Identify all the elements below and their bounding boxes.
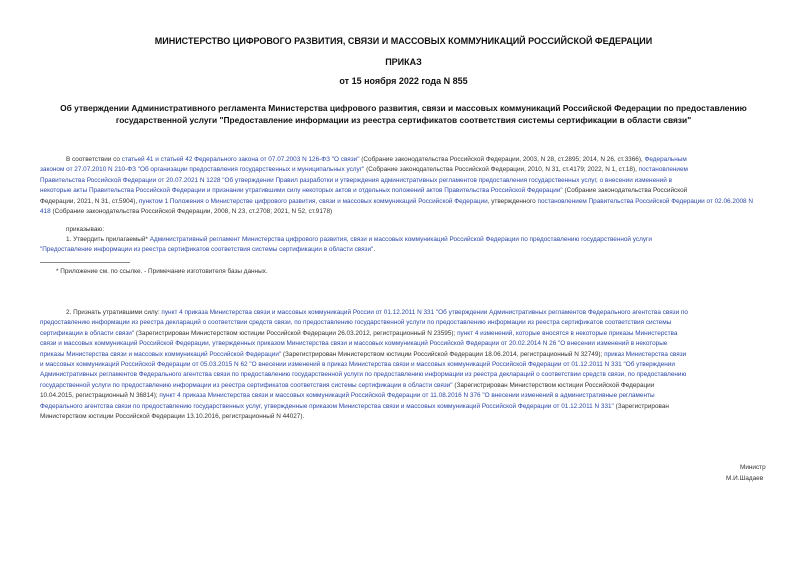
text: (Собрание законодательства Российской Федерации, 2003, N 28, ст.2895; 2014, N 26, ст.3366), xyxy=(359,156,645,163)
item-2-line xyxy=(40,391,770,401)
order-26-link-end[interactable]: приказы Министерства связи и массовых коммуникаций Российской Федерации" xyxy=(40,350,282,358)
item-2-line xyxy=(40,318,770,328)
preamble-line xyxy=(40,197,770,207)
text: (Собрание законодательства Российской Федерации, 2010, N 31, ст.4179; 2022, N 1, ст.18), xyxy=(364,166,639,174)
law-link-210fz-cont[interactable]: законом от 27.07.2010 N 210-ФЗ "Об организации предоставления государственных и муниципальных услуг" xyxy=(40,166,365,174)
resolution-link-1228-end[interactable]: некоторые акты Правительства Российской Федерации и признании утратившими силу некоторых актов и отдельных положений актов Правительства Российской Федерации" xyxy=(40,187,563,195)
text: 1. Утвердить прилагаемый* xyxy=(66,236,150,243)
doc-type-heading: ПРИКАЗ xyxy=(385,57,422,67)
text: 10.04.2015, регистрационный N 36814); xyxy=(40,392,160,400)
law-link-210fz[interactable]: Федеральным xyxy=(644,156,687,163)
order-word: приказываю: xyxy=(66,226,104,233)
order-376-link[interactable]: пункт 4 приказа Министерства связи и массовых коммуникаций Российской Федерации от 11.08.2016 N 376 "О внесении изменений в административные регламенты xyxy=(159,392,655,400)
resolution-link-1228[interactable]: постановлением xyxy=(638,166,688,174)
text: 2. Признать утратившими силу: xyxy=(66,309,162,316)
resolution-link-418-end[interactable]: 418 xyxy=(40,208,51,216)
text: В соответствии со xyxy=(66,156,122,163)
order-331-link-end[interactable]: сертификации в области связи" xyxy=(40,329,135,337)
preamble-line xyxy=(40,176,770,186)
text: . xyxy=(373,246,376,254)
text: (Собрание законодательства Российской xyxy=(562,187,688,195)
order-26-link-cont[interactable]: связи и массовых коммуникаций Российской Федерации, утвержденных приказом Министерства связи и массовых коммуникаций Российской Федерации от 20.02.2014 N 26 "О внесении изменений в некоторые xyxy=(40,340,668,348)
resolution-link-1228-cont[interactable]: Правительства Российской Федерации от 20.07.2021 N 1228 "Об утверждении Правил разработки и утверждения административных регламентов предоставления государственных услуг, о внесении изменений в xyxy=(40,176,672,184)
item-2-line xyxy=(40,329,770,339)
order-331-link[interactable]: пункт 4 приказа Министерства связи и массовых коммуникаций России от 01.12.2011 N 331 "Об утверждении Административных регламентов Федерального агентства связи по xyxy=(161,309,688,316)
item-2-line xyxy=(40,350,770,360)
item-2-line xyxy=(40,402,770,412)
item-2-line xyxy=(40,412,770,422)
item-2-line xyxy=(40,339,770,349)
text: Министерством юстиции Российской Федерации 13.10.2016, регистрационный N 44027). xyxy=(40,413,305,421)
item-2-line xyxy=(40,308,770,318)
preamble xyxy=(40,155,770,217)
text: (Зарегистрирован xyxy=(613,402,669,410)
footnote-divider xyxy=(40,262,130,263)
order-62-link-cont[interactable]: и массовых коммуникаций Российской Федерации от 05.03.2015 N 62 "О внесении изменений в приказ Министерства связи и массовых коммуникаций Российской Федерации от 01.12.2011 N 331 "Об утверждении xyxy=(40,361,675,369)
date-number-heading: от 15 ноября 2022 года N 855 xyxy=(339,76,468,86)
text: (Зарегистрирован Министерством юстиции Российской Федерации 18.06.2014, регистрационный N 32749); xyxy=(281,350,605,358)
regulation-link[interactable]: пунктом 1 Положения о Министерстве цифрового развития, связи и массовых коммуникаций Российской Федерации xyxy=(138,197,488,205)
resolution-link-418[interactable]: постановлением Правительства Российской Федерации от 02.06.2008 N xyxy=(537,197,753,205)
item-2-line xyxy=(40,381,770,391)
order-26-link[interactable]: пункт 4 изменений, которые вносятся в некоторые приказы Министерства xyxy=(457,329,678,337)
preamble-line xyxy=(40,165,770,175)
text: (Собрание законодательства Российской Федерации, 2008, N 23, ст.2708; 2021, N 52, ст.9178) xyxy=(50,208,333,216)
preamble-line xyxy=(40,207,770,217)
signature-position: Министр xyxy=(740,464,766,471)
item-2-line xyxy=(40,370,770,380)
item-2-line xyxy=(40,360,770,370)
item-2 xyxy=(40,308,770,422)
order-62-link-end[interactable]: государственной услуги по предоставлению информации из реестра сертификатов соответствия системы сертификации в области связи" xyxy=(40,381,453,389)
text: (Зарегистрирован Министерством юстиции Российской Федерации 26.03.2012, регистрационный N 23595); xyxy=(134,329,458,337)
order-62-link[interactable]: приказ Министерства связи xyxy=(604,350,687,358)
law-link-126fz[interactable]: статьей 41 и статьей 42 Федерального закона от 07.07.2003 N 126-ФЗ "О связи" xyxy=(121,156,360,163)
text: Федерации, 2021, N 31, ст.5904), xyxy=(40,197,139,205)
regulation-attachment-link[interactable]: Административный регламент Министерства цифрового развития, связи и массовых коммуникаций Российской Федерации по предоставлению государственной услуги xyxy=(149,236,652,243)
preamble-line xyxy=(40,155,770,165)
preamble-line xyxy=(40,186,770,196)
footnote: * Приложение см. по ссылке. - Примечание изготовителя базы данных. xyxy=(56,268,268,275)
order-62-link-cont2[interactable]: Административных регламентов Федерального агентства связи по предоставлению государственной услуги по предоставлению информации из реестра деклараций о соответствии средств связи, по предоставлению xyxy=(40,371,687,379)
title-line-1: Об утверждении Административного регламента Министерства цифрового развития, связи и массовых коммуникаций Российской Федерации по предоставлению xyxy=(60,103,747,113)
regulation-attachment-link-cont[interactable]: "Предоставление информации из реестра сертификатов соответствия системы сертификации в области связи" xyxy=(40,246,374,254)
order-376-link-end[interactable]: Федерального агентства связи по предоставлению государственных услуг, утвержденные приказом Министерства связи и массовых коммуникаций Российской Федерации от 01.12.2011 N 331" xyxy=(40,402,614,410)
order-331-link-cont[interactable]: предоставлению информации из реестра деклараций о соответствии средств связи, по предоставлению государственной услуги по предоставлению информации из реестра сертификатов соответствия системы xyxy=(40,319,672,327)
item-1 xyxy=(40,235,770,256)
ministry-heading: МИНИСТЕРСТВО ЦИФРОВОГО РАЗВИТИЯ, СВЯЗИ И МАССОВЫХ КОММУНИКАЦИЙ РОССИЙСКОЙ ФЕДЕРАЦИИ xyxy=(154,36,653,46)
item-1-line xyxy=(40,235,770,245)
text: (Зарегистрирован Министерством юстиции Российской Федерации xyxy=(452,381,655,389)
signature-name: М.И.Шадаев xyxy=(726,475,764,482)
title-line-2: государственной услуги "Предоставление информации из реестра сертификатов соответствия системы сертификации в области связи" xyxy=(115,115,692,125)
text: , утвержденного xyxy=(487,197,538,205)
item-1-line xyxy=(40,245,770,255)
